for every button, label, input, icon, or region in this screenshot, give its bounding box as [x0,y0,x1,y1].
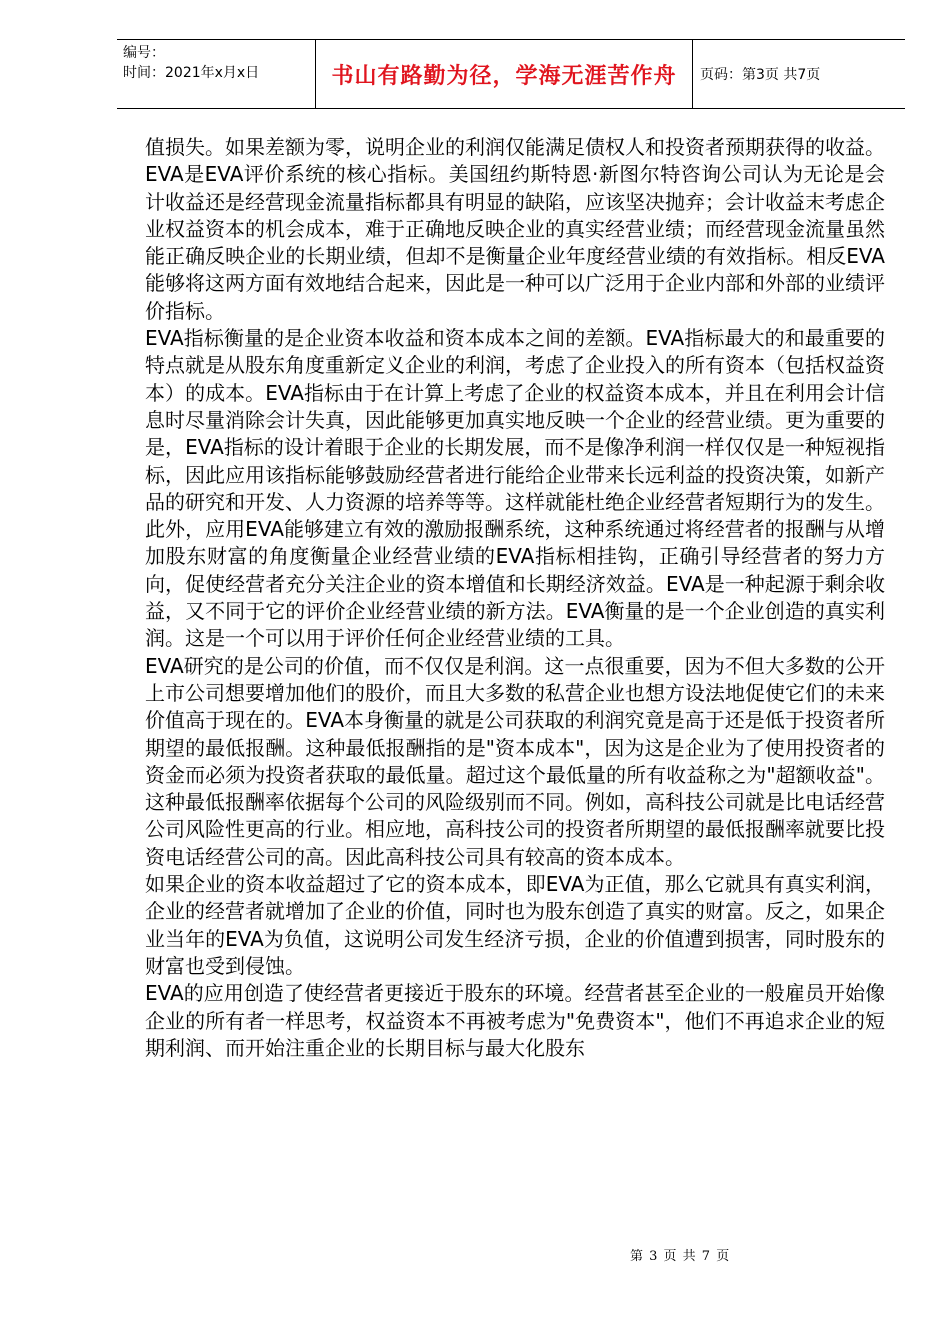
paragraph: EVA是EVA评价系统的核心指标。美国纽约斯特恩·新图尔特咨询公司认为无论是会计收益还是经营现金流量指标都具有明显的缺陷，应该坚决抛弃；会计收益末考虑企业权益资本的机会成本，难于正确地反映企业的真实经营业绩；而经营现金流量虽然能正确反映企业的长期业绩，但却不是衡量企业年度经营业绩的有效指标。相反EVA能够将这两方面有效地结合起来，因此是一种可以广泛用于企业内部和外部的业绩评价指标。 [145,162,885,323]
page-footer: 第 3 页 共 7 页 [630,1249,731,1264]
paragraph: EVA研究的是公司的价值，而不仅仅是利润。这一点很重要，因为不但大多数的公开上市公司想要增加他们的股价，而且大多数的私营企业也想方设法地促使它们的未来价值高于现在的。EVA本身衡量的就是公司获取的利润究竟是高于还是低于投资者所期望的最低报酬。这种最低报酬指的是"资本成本"，因为这是企业为了使用投资者的资金而必须为投资者获取的最低量。超过这个最低量的所有收益称之为"超额收益"。这种最低报酬率依据每个公司的风险级别而不同。例如，高科技公司就是比电话经营公司风险性更高的行业。相应地，高科技公司的投资者所期望的最低报酬率就要比投资电话经营公司的高。因此高科技公司具有较高的资本成本。 [145,653,885,869]
paragraph: 如果企业的资本收益超过了它的资本成本，即EVA为正值，那么它就具有真实利润，企业的经营者就增加了企业的价值，同时也为股东创造了真实的财富。反之，如果企业当年的EVA为负值，这说明公司发生经济亏损，企业的价值遭到损害，同时股东的财富也受到侵蚀。 [145,872,885,978]
header-motto-cell [315,40,693,108]
header-meta [117,40,315,111]
paragraph: 值损失。如果差额为零，说明企业的利润仅能满足债权人和投资者预期获得的收益。 [145,135,885,159]
header-page-info: 页码：第3页 共7页 [700,67,821,83]
paragraph: EVA指标衡量的是企业资本收益和资本成本之间的差额。EVA指标最大的和最重要的特点就是从股东角度重新定义企业的利润，考虑了企业投入的所有资本（包括权益资本）的成本。EVA指标由于在计算上考虑了企业的权益资本成本，并且在利用会计信息时尽量消除会计失真，因此能够更加真实地反映一个企业的经营业绩。更为重要的是，EVA指标的设计着眼于企业的长期发展，而不是像净利润一样仅仅是一种短视指标，因此应用该指标能够鼓励经营者进行能给企业带来长远利益的投资决策，如新产品的研究和开发、人力资源的培养等等。这样就能杜绝企业经营者短期行为的发生。此外，应用EVA能够建立有效的激励报酬系统，这种系统通过将经营者的报酬与从增加股东财富的角度衡量企业经营业绩的EVA指标相挂钩，正确引导经营者的努力方向，促使经营者充分关注企业的资本增值和长期经济效益。EVA是一种起源于剩余收益，又不同于它的评价企业经营业绩的新方法。EVA衡量的是一个企业创造的真实利润。这是一个可以用于评价任何企业经营业绩的工具。 [145,326,885,651]
header-motto: 书山有路勤为径，学海无涯苦作舟 [331,63,677,89]
paragraph: EVA的应用创造了使经营者更接近于股东的环境。经营者甚至企业的一般雇员开始像企业的所有者一样思考，权益资本不再被考虑为"免费资本"，他们不再追求企业的短期利润、而开始注重企业的长期目标与最大化股东 [145,981,885,1060]
page-header [117,39,905,109]
document-body [145,134,885,1062]
header-number-label: 编号： [123,45,165,61]
header-time-label: 时间：2021年x月x日 [123,65,260,81]
